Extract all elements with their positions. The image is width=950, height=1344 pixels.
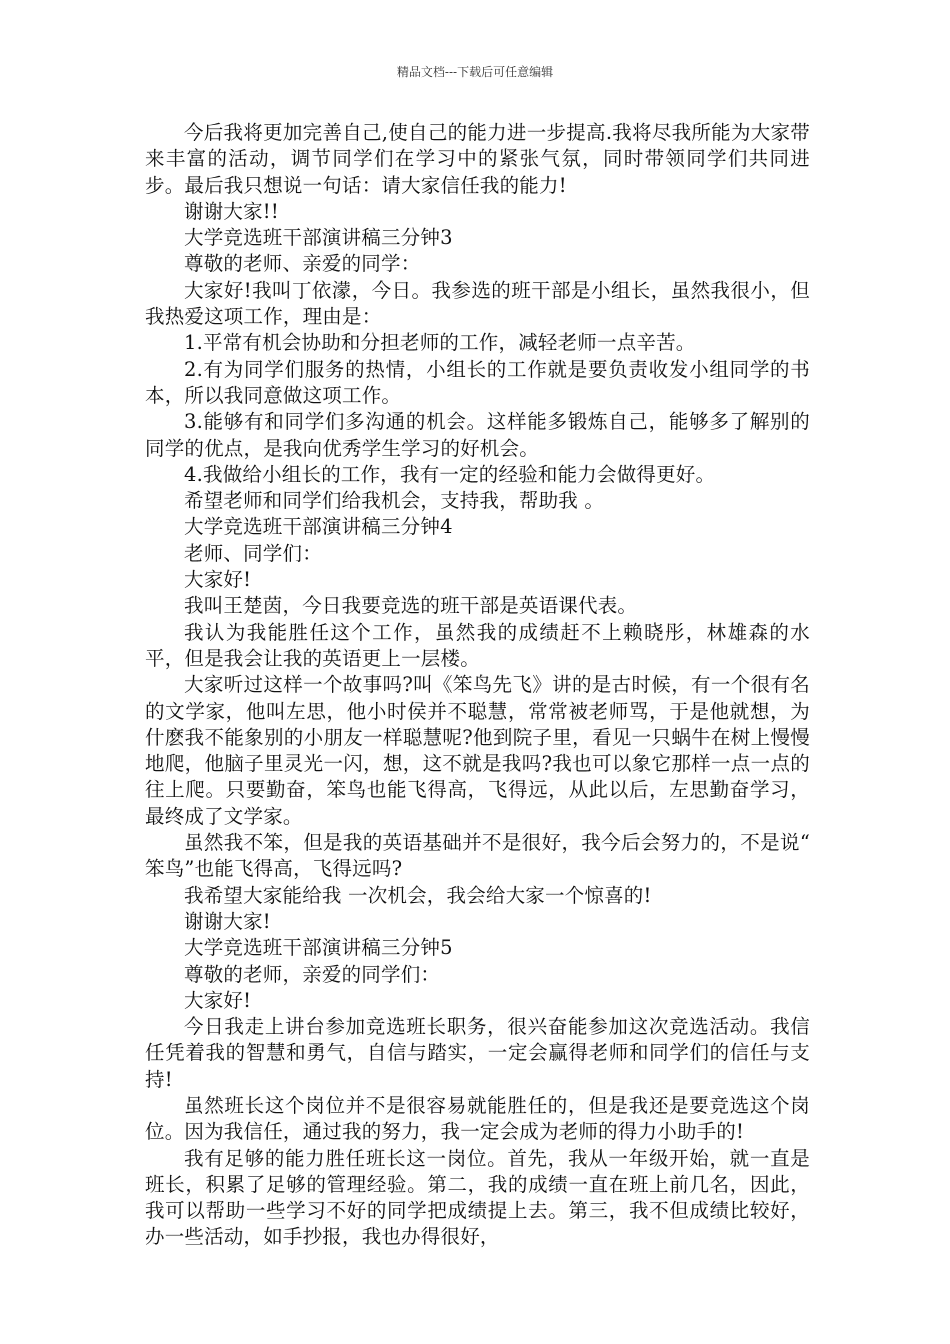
document-body: [145, 120, 810, 1251]
list-item: 3.能够有和同学们多沟通的机会。这样能多锻炼自己，能够多了解别的同学的优点，是我向优秀学生学习的好机会。: [145, 410, 810, 460]
paragraph: 大家好!我叫丁依濛，今日。我参选的班干部是小组长，虽然我很小，但我热爱这项工作，理由是：: [145, 278, 810, 329]
paragraph: 谢谢大家!: [184, 909, 271, 933]
paragraph: 大家听过这样一个故事吗?叫《笨鸟先飞》讲的是古时候，有一个很有名的文学家，他叫左思，他小时侯并不聪慧，常常被老师骂，于是他就想，为什麽我不能象别的小朋友一样聪慧呢?他到院子里，看见一只蜗牛在树上慢慢地爬，他脑子里灵光一闪，想，这不就是我吗?我也可以象它那样一点一点的往上爬。只要勤奋，笨鸟也能飞得高，飞得远，从此以后，左思勤奋学习，最终成了文学家。: [145, 673, 810, 828]
list-item: 1.平常有机会协助和分担老师的工作，减轻老师一点辛苦。: [184, 331, 696, 355]
paragraph: 今日我走上讲台参加竞选班长职务，很兴奋能参加这次竞选活动。我信任凭着我的智慧和勇气，自信与踏实，一定会赢得老师和同学们的信任与支持!: [145, 1015, 810, 1091]
section-heading: 大学竞选班干部演讲稿三分钟4: [184, 515, 453, 539]
page-header: 精品文档---下载后可任意编辑: [396, 65, 554, 79]
paragraph: 大家好!: [184, 568, 252, 592]
paragraph: 我有足够的能力胜任班长这一岗位。首先，我从一年级开始，就一直是班长，积累了足够的管理经验。第二，我的成绩一直在班上前几名，因此，我可以帮助一些学习不好的同学把成绩提上去。第三，我不但成绩比较好，办一些活动，如手抄报，我也办得很好，: [145, 1146, 810, 1249]
list-item: 4.我做给小组长的工作，我有一定的经验和能力会做得更好。: [184, 462, 716, 486]
salutation: 尊敬的老师，亲爱的同学们：: [184, 962, 441, 986]
paragraph: 今后我将更加完善自己,使自己的能力进一步提高.我将尽我所能为大家带来丰富的活动，调节同学们在学习中的紧张气氛，同时带领同学们共同进步。最后我只想说一句话：请大家信任我的能力!: [145, 121, 810, 197]
section-heading: 大学竞选班干部演讲稿三分钟5: [184, 936, 453, 960]
salutation: 尊敬的老师、亲爱的同学：: [184, 252, 421, 276]
list-item: 2.有为同学们服务的热情，小组长的工作就是要负责收发小组同学的书本，所以我同意做这项工作。: [145, 357, 810, 407]
salutation: 老师、同学们：: [184, 541, 322, 565]
paragraph: 我认为我能胜任这个工作，虽然我的成绩赶不上赖晓彤，林雄森的水平，但是我会让我的英语更上一层楼。: [145, 620, 810, 670]
paragraph: 我希望大家能给我 一次机会，我会给大家一个惊喜的!: [184, 883, 652, 907]
paragraph: 我叫王楚茵，今日我要竞选的班干部是英语课代表。: [184, 594, 638, 618]
paragraph: 大家好!: [184, 988, 252, 1012]
section-heading: 大学竞选班干部演讲稿三分钟3: [184, 226, 453, 250]
paragraph: 希望老师和同学们给我机会，支持我，帮助我 。: [184, 489, 605, 513]
paragraph: 虽然班长这个岗位并不是很容易就能胜任的，但是我还是要竞选这个岗位。因为我信任，通过我的努力，我一定会成为老师的得力小助手的!: [145, 1093, 810, 1144]
paragraph: 虽然我不笨，但是我的英语基础并不是很好，我今后会努力的，不是说“ 笨鸟”也能飞得高，飞得远吗?: [145, 831, 810, 881]
paragraph: 谢谢大家!!: [184, 199, 279, 223]
